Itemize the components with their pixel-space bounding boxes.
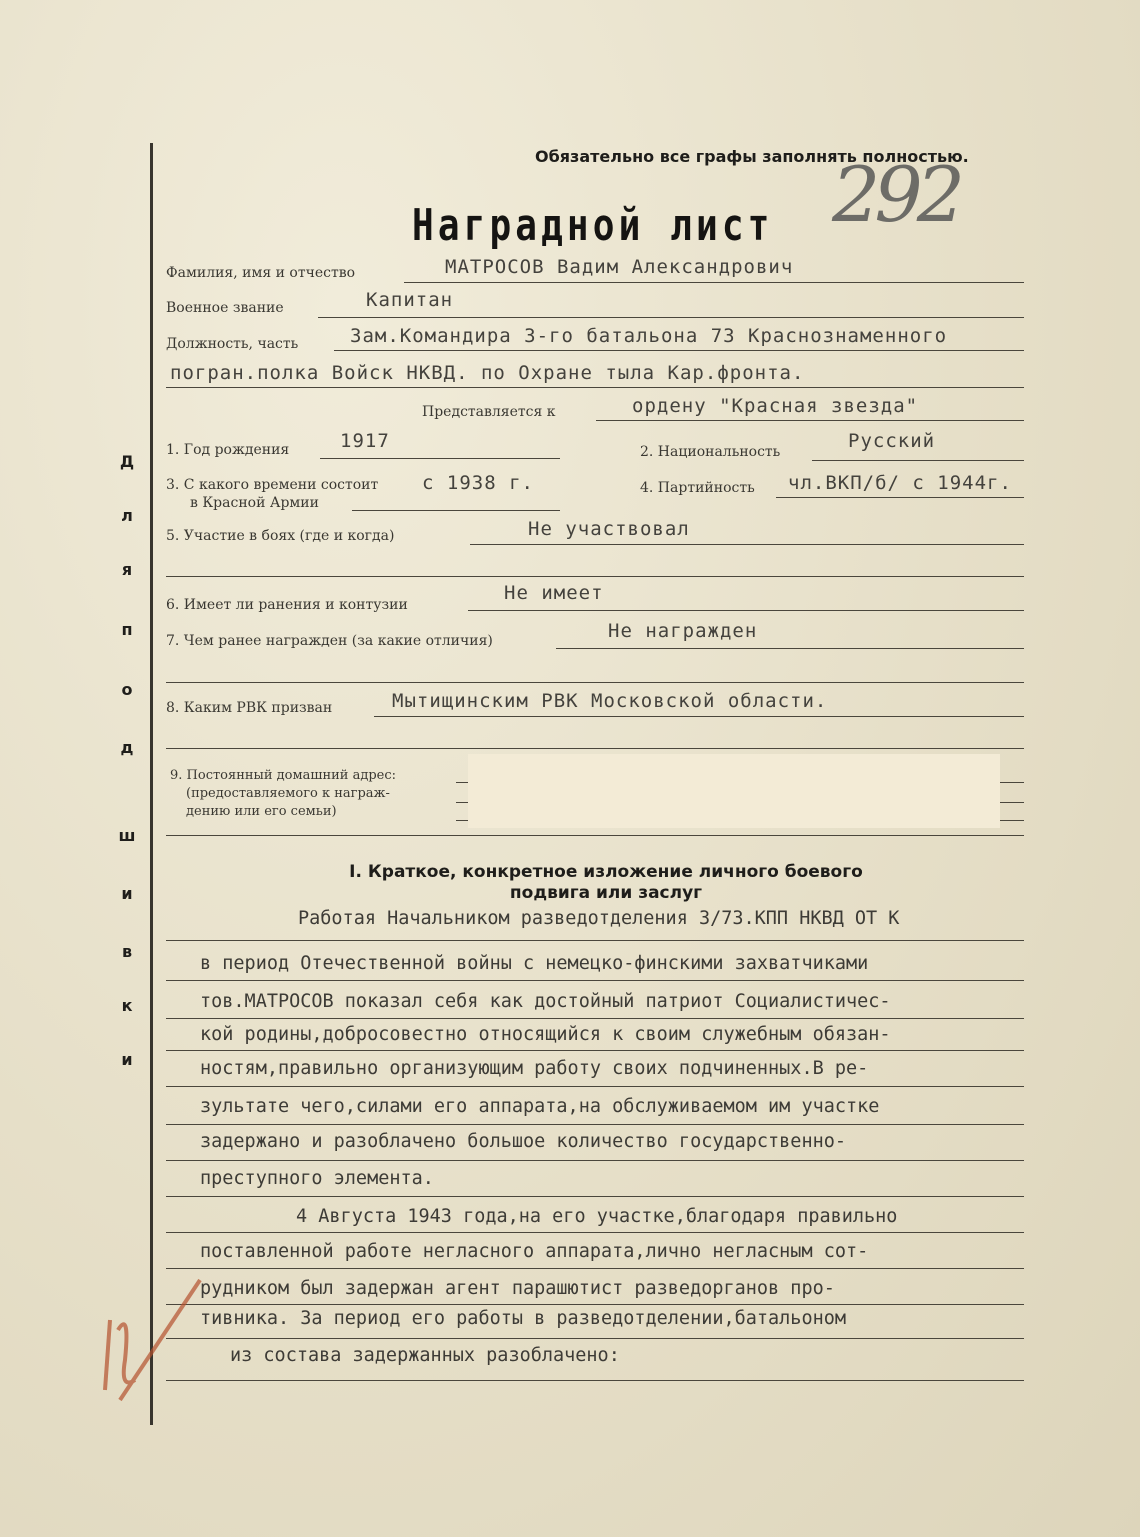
section-heading <box>316 862 896 904</box>
narrative-line: из состава задержанных разоблачено: <box>230 1345 620 1366</box>
red-pencil-mark <box>90 1270 210 1410</box>
rvk-value: Мытищинским РВК Московской области. <box>392 690 828 712</box>
narrative-rule <box>166 1050 1024 1051</box>
nationality-rule <box>812 460 1024 461</box>
narrative-rule <box>166 1304 1024 1305</box>
address-label-1: 9. Постоянный домашний адрес: <box>170 768 397 783</box>
awards-label: 7. Чем ранее награжден (за какие отличия) <box>166 633 493 649</box>
narrative-line: преступного элемента. <box>200 1168 434 1189</box>
battles-label: 5. Участие в боях (где и когда) <box>166 528 395 544</box>
battles-rule-2 <box>166 576 1024 577</box>
address-label-2: (предоставляемого к награж- <box>186 786 390 801</box>
left-margin-line <box>150 143 153 1425</box>
rvk-rule-2 <box>166 748 1024 749</box>
narrative-rule <box>166 1338 1024 1339</box>
service-label-2: в Красной Армии <box>190 495 319 511</box>
nominated-value: ордену "Красная звезда" <box>632 395 919 417</box>
side-letter: ш <box>118 826 136 845</box>
service-label-1: 3. С какого времени состоит <box>166 477 379 493</box>
narrative-line: Работая Начальником разведотделения 3/73.КПП НКВД ОТ К <box>298 908 900 929</box>
address-label-3: дению или его семьи) <box>186 804 337 819</box>
narrative-rule <box>166 1160 1024 1161</box>
rvk-rule-1 <box>374 716 1024 717</box>
service-rule <box>352 510 560 511</box>
service-value: с 1938 г. <box>422 472 534 494</box>
mandatory-fill-notice: Обязательно все графы заполнять полностью. <box>535 147 969 166</box>
wounds-value: Не имеет <box>504 582 604 604</box>
narrative-rule <box>166 1124 1024 1125</box>
side-letter: к <box>121 996 133 1015</box>
section-heading-line-1: I. Краткое, конкретное изложение личного боевого <box>349 862 863 882</box>
position-label: Должность, часть <box>166 336 299 352</box>
narrative-line: тов.МАТРОСОВ показал себя как достойный патриот Социалистичес- <box>200 991 891 1012</box>
awards-rule <box>556 648 1024 649</box>
side-letter: и <box>121 884 133 903</box>
narrative-rule <box>166 1018 1024 1019</box>
birth-label: 1. Год рождения <box>166 442 290 458</box>
side-letter: о <box>121 680 133 699</box>
section-top-rule <box>166 835 1024 836</box>
narrative-line: тивника. За период его работы в разведотделении,батальоном <box>200 1308 847 1329</box>
rank-label: Военное звание <box>166 300 284 316</box>
side-letter: в <box>121 942 133 961</box>
separator-rule <box>166 682 1024 683</box>
narrative-line: задержано и разоблачено большое количество государственно- <box>200 1131 847 1152</box>
battles-value: Не участвовал <box>528 518 690 540</box>
awards-value: Не награжден <box>608 620 758 642</box>
position-value-1: Зам.Командира 3-го батальона 73 Краснознаменного <box>350 325 948 347</box>
page-title: Наградной лист <box>412 200 774 251</box>
nationality-value: Русский <box>848 430 936 452</box>
side-letter: я <box>121 560 133 579</box>
narrative-rule <box>166 1232 1024 1233</box>
narrative-rule <box>166 980 1024 981</box>
narrative-rule <box>166 1196 1024 1197</box>
nationality-label: 2. Национальность <box>640 444 781 460</box>
side-letter: Д <box>119 452 135 471</box>
name-value: МАТРОСОВ Вадим Александрович <box>445 256 794 278</box>
rank-value: Капитан <box>366 289 454 311</box>
side-letter: л <box>121 506 133 525</box>
narrative-line: кой родины,добросовестно относящийся к своим служебным обязан- <box>200 1024 891 1045</box>
side-letter: д <box>120 738 134 757</box>
archive-number: 292 <box>832 150 960 239</box>
nominated-label: Представляется к <box>422 404 556 420</box>
nominated-rule <box>596 420 1024 421</box>
rvk-label: 8. Каким РВК призван <box>166 700 333 716</box>
narrative-line: зультате чего,силами его аппарата,на обслуживаемом им участке <box>200 1096 880 1117</box>
name-rule <box>404 282 1024 283</box>
narrative-rule <box>166 940 1024 941</box>
party-rule <box>776 497 1024 498</box>
narrative-line: в период Отечественной войны с немецко-финскими захватчиками <box>200 953 869 974</box>
position-value-2: погран.полка Войск НКВД. по Охране тыла Кар.фронта. <box>170 362 805 384</box>
name-label: Фамилия, имя и отчество <box>166 265 356 281</box>
party-label: 4. Партийность <box>640 480 755 496</box>
birth-value: 1917 <box>340 430 390 452</box>
position-rule-2 <box>166 387 1024 388</box>
side-letter: и <box>121 1050 133 1069</box>
side-letter: п <box>121 620 133 639</box>
narrative-rule <box>166 1268 1024 1269</box>
battles-rule-1 <box>470 544 1024 545</box>
narrative-line: рудником был задержан агент парашютист разведорганов про- <box>200 1278 835 1299</box>
party-value: чл.ВКП/б/ с 1944г. <box>788 472 1012 494</box>
redacted-address <box>468 754 1000 828</box>
birth-rule <box>320 458 560 459</box>
section-heading-line-2: подвига или заслуг <box>509 883 703 903</box>
narrative-rule <box>166 1086 1024 1087</box>
narrative-line: 4 Августа 1943 года,на его участке,благодаря правильно <box>296 1206 898 1227</box>
narrative-line: поставленной работе негласного аппарата,лично негласным сот- <box>200 1241 869 1262</box>
wounds-label: 6. Имеет ли ранения и контузии <box>166 597 408 613</box>
wounds-rule <box>468 610 1024 611</box>
narrative-line: ностям,правильно организующим работу своих подчиненных.В ре- <box>200 1058 869 1079</box>
rank-rule <box>318 317 1024 318</box>
position-rule-1 <box>334 350 1024 351</box>
narrative-rule <box>166 1380 1024 1381</box>
